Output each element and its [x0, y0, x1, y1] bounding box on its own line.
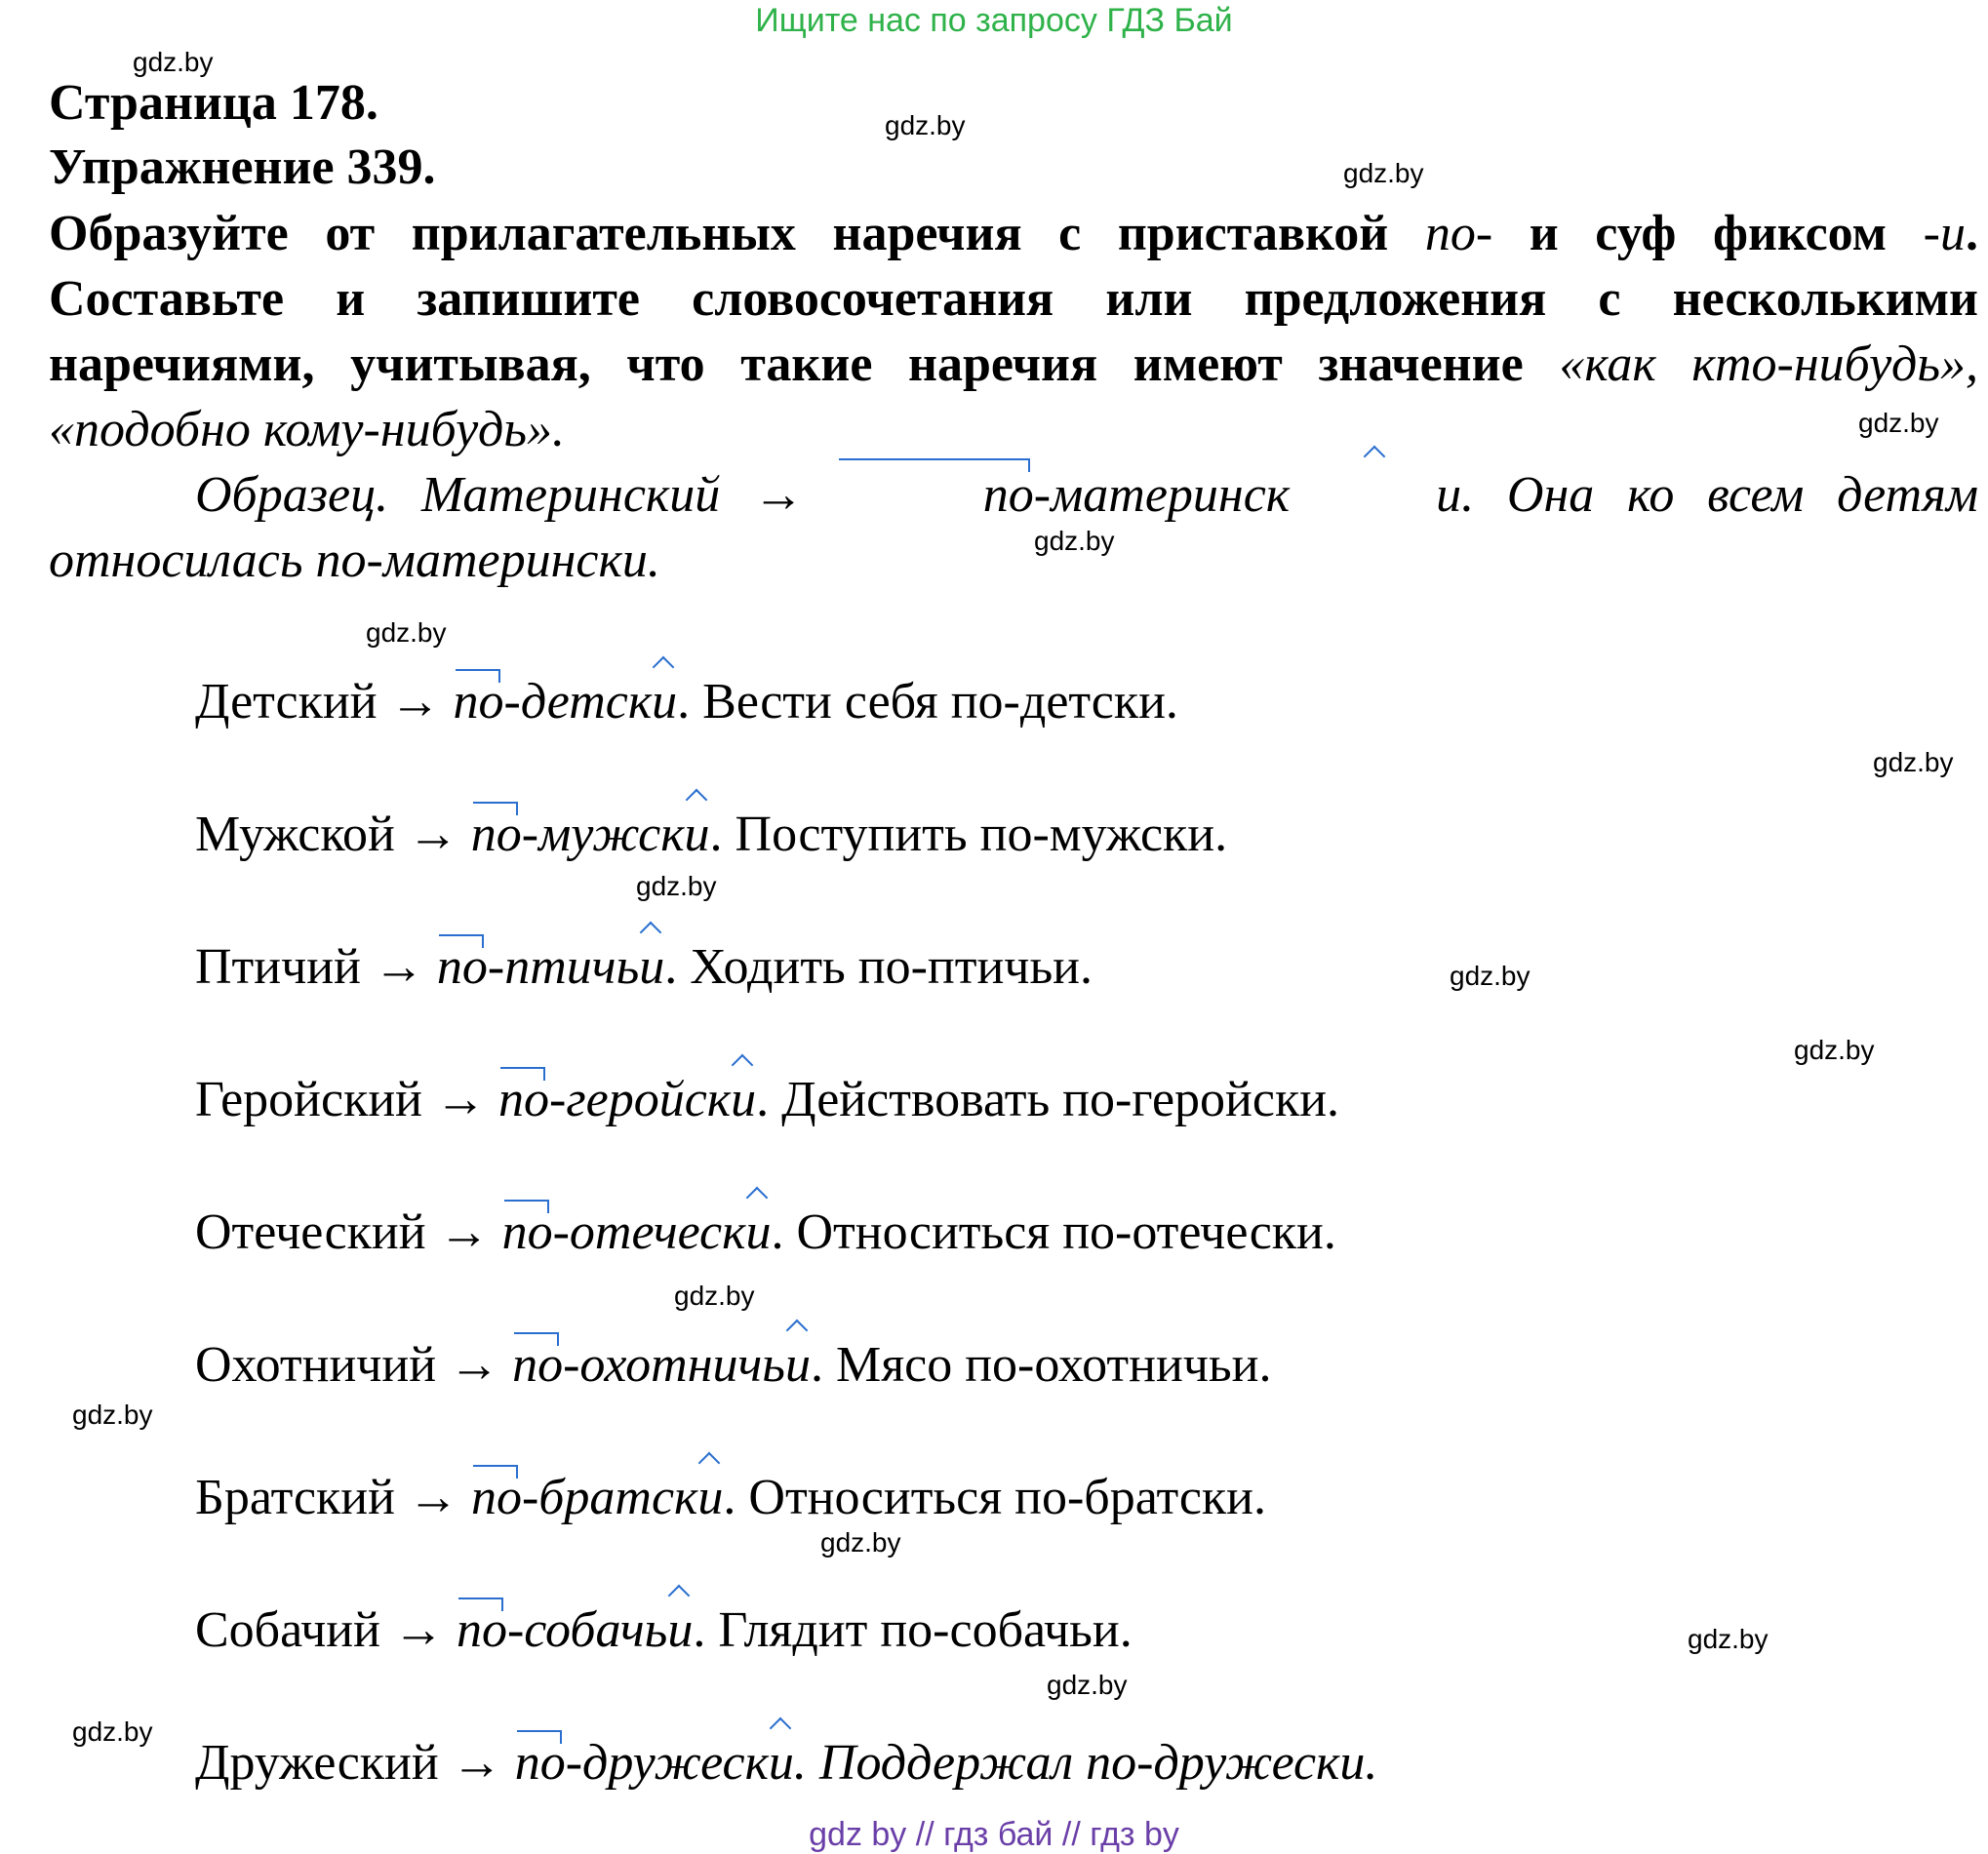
- prefix-mark: по: [501, 1204, 553, 1260]
- arrow: →: [407, 807, 458, 862]
- suffix-mark: и: [652, 674, 678, 730]
- watermark: gdz.by: [1794, 1035, 1875, 1065]
- example: . Поступить по-мужски.: [709, 807, 1228, 862]
- task-meaning: «как кто-нибудь», «подобно кому-нибудь».: [49, 336, 1978, 457]
- task-part-1: Образуйте от прилагательных наречия с приставкой: [49, 206, 1425, 261]
- watermark: gdz.by: [1873, 747, 1954, 777]
- page-heading: Страница 178.: [49, 75, 378, 131]
- adverb-stem: -дружеск: [565, 1735, 769, 1791]
- sample-adjective: Материнский: [420, 467, 721, 523]
- answer-row: [195, 673, 1178, 730]
- example: . Относиться по-братски.: [723, 1470, 1267, 1525]
- arrow: →: [373, 939, 424, 995]
- adverb: [515, 1735, 794, 1791]
- adverb-stem: -геройск: [549, 1072, 732, 1127]
- adverb: [512, 1337, 811, 1393]
- task-suffix-ref: -и: [1923, 206, 1966, 261]
- adjective: Охотничий: [195, 1337, 437, 1393]
- sample-sentence: . Она ко всем детям относилась по-матерински.: [49, 467, 1979, 588]
- answer-row: [195, 1336, 1271, 1394]
- adverb: [471, 1470, 723, 1525]
- example: . Вести себя по-детски.: [677, 674, 1178, 730]
- prefix-mark: по: [436, 939, 488, 995]
- suffix-mark: и: [667, 1602, 694, 1658]
- prefix-mark: по: [453, 674, 504, 730]
- example: . Поддержал по-дружески.: [793, 1735, 1378, 1791]
- arrow: →: [407, 1470, 458, 1525]
- prefix-mark: по: [512, 1337, 564, 1393]
- exercise-heading: Упражнение 339.: [49, 139, 436, 195]
- sample-arrow: →: [753, 467, 805, 523]
- adverb: [437, 939, 664, 995]
- task-prefix-ref: по-: [1424, 206, 1493, 261]
- watermark: gdz.by: [1858, 408, 1939, 438]
- prefix-mark: по: [456, 1602, 507, 1658]
- arrow: →: [435, 1072, 487, 1127]
- adverb-stem: -птичь: [487, 939, 640, 995]
- watermark: gdz.by: [1450, 961, 1531, 991]
- adjective: Детский: [195, 674, 378, 730]
- watermark: gdz.by: [133, 47, 214, 77]
- task-part-3: . Составьте и запишите словосочетания или предложения с несколькими наречиями, учитывая, что такие наречия имеют значение: [49, 206, 1978, 392]
- task-part-2: и суф фиксом: [1492, 206, 1924, 261]
- suffix-mark: и: [639, 939, 665, 995]
- arrow: →: [451, 1735, 502, 1791]
- watermark: gdz.by: [366, 617, 447, 648]
- example: . Ходить по-птичьи.: [664, 939, 1093, 995]
- example: . Действовать по-геройски.: [756, 1072, 1340, 1127]
- adverb: [457, 1602, 693, 1658]
- answer-row: [195, 1601, 1133, 1659]
- adverb: [454, 674, 678, 730]
- suffix-mark: и: [697, 1470, 724, 1525]
- adverb-stem: -детск: [503, 674, 653, 730]
- watermark: gdz.by: [1047, 1670, 1128, 1700]
- adjective: Геройский: [195, 1072, 423, 1127]
- suffix-mark: и: [745, 1204, 772, 1260]
- prefix-mark: по: [837, 462, 1034, 528]
- watermark: gdz.by: [636, 871, 717, 901]
- adverb-stem: -охотничь: [563, 1337, 785, 1393]
- answer-row: [195, 806, 1227, 863]
- top-banner: Ищите нас по запросу ГДЗ Бай: [755, 2, 1233, 39]
- watermark: gdz.by: [1343, 158, 1424, 188]
- task-text: [49, 201, 1978, 462]
- answer-row: [195, 1734, 1377, 1792]
- example: . Мясо по-охотничьи.: [810, 1337, 1272, 1393]
- adjective: Собачий: [195, 1602, 380, 1658]
- prefix-mark: по: [470, 807, 522, 862]
- footer: gdz by // гдз бай // гдз by: [809, 1816, 1179, 1853]
- answer-row: [195, 1071, 1339, 1128]
- arrow: →: [449, 1337, 500, 1393]
- prefix-mark: по: [498, 1072, 550, 1127]
- arrow: →: [438, 1204, 490, 1260]
- adjective: Птичий: [195, 939, 361, 995]
- adverb-stem: -братск: [521, 1470, 698, 1525]
- watermark: gdz.by: [820, 1527, 901, 1558]
- answer-row: [195, 1203, 1336, 1261]
- prefix-mark: по: [470, 1470, 522, 1525]
- answer-row: [195, 1469, 1266, 1526]
- example: . Глядит по-собачьи.: [693, 1602, 1133, 1658]
- watermark: gdz.by: [674, 1281, 755, 1311]
- suffix-mark: и: [1290, 462, 1461, 528]
- answer-row: [195, 938, 1093, 996]
- suffix-mark: и: [784, 1337, 811, 1393]
- suffix-mark: и: [731, 1072, 757, 1127]
- adjective: Дружеский: [195, 1735, 439, 1791]
- suffix-mark: и: [684, 807, 710, 862]
- prefix-mark: по: [514, 1735, 566, 1791]
- sample-block: [49, 462, 1978, 593]
- watermark: gdz.by: [72, 1716, 153, 1747]
- adverb: [471, 807, 710, 862]
- adjective: Мужской: [195, 807, 395, 862]
- adjective: Отеческий: [195, 1204, 426, 1260]
- adjective: Братский: [195, 1470, 395, 1525]
- adverb: [502, 1204, 772, 1260]
- adverb-stem: -материнск: [1033, 467, 1291, 523]
- adverb-stem: -собачь: [506, 1602, 668, 1658]
- watermark: gdz.by: [72, 1400, 153, 1430]
- adverb-stem: -мужск: [521, 807, 685, 862]
- adverb: [498, 1072, 756, 1127]
- watermark: gdz.by: [885, 110, 966, 140]
- example: . Относиться по-отечески.: [771, 1204, 1336, 1260]
- suffix-mark: и: [768, 1735, 794, 1791]
- watermark: gdz.by: [1034, 526, 1115, 556]
- sample-adverb: [837, 467, 1461, 523]
- sample-label: Образец.: [195, 467, 389, 523]
- arrow: →: [389, 674, 441, 730]
- arrow: →: [392, 1602, 444, 1658]
- watermark: gdz.by: [1688, 1624, 1769, 1654]
- adverb-stem: -отеческ: [552, 1204, 746, 1260]
